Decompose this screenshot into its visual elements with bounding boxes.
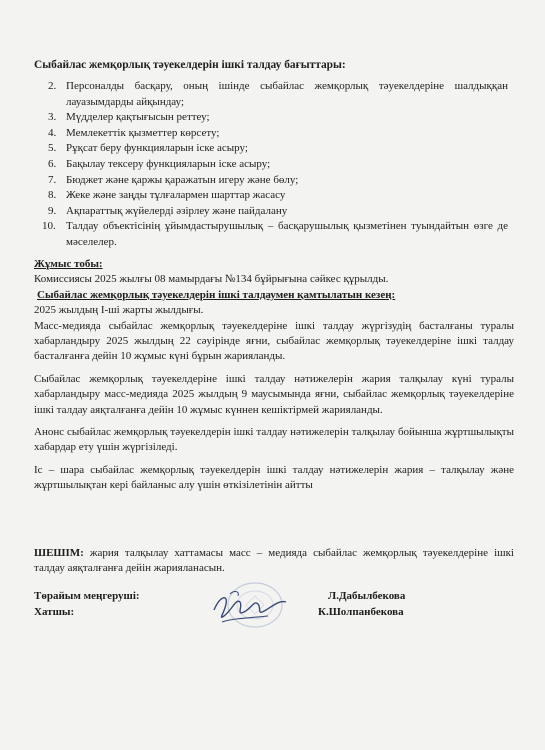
paragraph-discussion-notice: Сыбайлас жемқорлық тәуекелдеріне ішкі талдау нәтижелерін жария талқылау күні туралы хабарландыру масс-медияда 2025 жылдың 9 маусымында яғни, сыбайлас жемқорлық тәуекелдеріне ішкі талдау аяқталғанға дейін 10 жұмыс күннен кешіктірмей жарияланды. — [34, 372, 514, 416]
list-item-number: 3. — [48, 111, 57, 124]
decision — [34, 546, 514, 577]
list-item-number: 9. — [48, 204, 57, 217]
document-body — [34, 257, 514, 494]
list-item-text: Бақылау тексеру функцияларын іске асыру; — [66, 157, 271, 170]
paragraph-event: Іс – шара сыбайлас жемқорлық тәуекелдерін ішкі талдау нәтижелерін жария – талқылау және жұртшылықтан кері байланыс алу үшін өткізілетінін айтты — [34, 463, 514, 492]
list-item-text: Бюджет және қаржы қаражатын игеру және бөлу; — [66, 173, 299, 186]
list-item-text: Талдау объектісінің ұйымдастырушылық – басқарушылық қызметінен туындайтын өзге де мәселелер. — [66, 220, 508, 248]
list-item-number: 8. — [48, 189, 57, 202]
list-item — [48, 204, 508, 220]
list-item — [48, 110, 508, 126]
secretary-name: К.Шолпанбекова — [318, 606, 404, 618]
chair-name: Л.Дабылбекова — [328, 590, 406, 602]
period-label: Сыбайлас жемқорлық тәуекелдерін ішкі талдаумен қамтылатын кезең: — [37, 288, 396, 301]
directions-list — [42, 79, 508, 251]
list-item-text: Мүдделер қақтығысын реттеу; — [66, 111, 210, 124]
list-item-number: 2. — [48, 80, 57, 92]
list-item — [48, 157, 508, 173]
list-item-number: 7. — [48, 173, 57, 186]
paragraph-announcement: Масс-медияда сыбайлас жемқорлық тәуекелдеріне ішкі талдау жүргізудің басталғаны туралы хабарландыру 2025 жылдың 22 сәуірінде яғни, сыбайлас жемқорлық тәуекелдеріне ішкі талдау басталғанға дейін 10 жұмыс күні бұрын жарияланды. — [34, 319, 514, 363]
list-item-number: 10. — [42, 220, 56, 233]
list-item — [48, 79, 508, 110]
list-item — [48, 141, 508, 157]
list-item-text: Рұқсат беру функцияларын іске асыру; — [66, 142, 248, 155]
secretary-role: Хатшы: — [34, 606, 75, 618]
working-group-text: Комиссиясы 2025 жылғы 08 мамырдағы №134 бұйрығына сәйкес құрылды. — [34, 273, 389, 286]
list-item — [42, 219, 508, 250]
decision-label: ШЕШІМ: — [34, 547, 84, 559]
list-item — [48, 173, 508, 189]
section-heading: Сыбайлас жемқорлық тәуекелдерін ішкі талдау бағыттары: — [34, 59, 346, 71]
decision-text: жария талқылау хаттамасы масс – медияда сыбайлас жемқорлық тәуекелдеріне ішкі талдау аяқталғанға дейін жарияланасын. — [34, 547, 514, 575]
working-group-label: Жұмыс тобы: — [34, 258, 103, 270]
list-item-text: Мемлекеттік қызметтер көрсету; — [66, 126, 220, 139]
list-item — [48, 126, 508, 142]
list-item-number: 4. — [48, 126, 57, 139]
chair-role: Төрайым меңгеруші: — [34, 590, 140, 602]
list-item-text: Жеке және заңды тұлғалармен шарттар жасасу — [66, 189, 286, 202]
list-item — [48, 188, 508, 204]
paragraph-anons: Анонс сыбайлас жемқорлық тәуекелдерін ішкі талдау нәтижелерін талқылау бойынша жұртшылықты хабардар ету үшін жүргізіледі. — [34, 426, 514, 454]
list-item-number: 5. — [48, 142, 57, 155]
period-text: 2025 жылдың І-ші жарты жылдығы. — [34, 304, 204, 317]
signature-mark — [210, 582, 290, 634]
list-item-text: Персоналды басқару, оның ішінде сыбайлас жемқорлық тәуекелдеріне шалдыққан лауазымдарды айқындау; — [66, 80, 508, 108]
list-item-number: 6. — [48, 157, 57, 170]
list-item-text: Ақпараттық жүйелерді әзірлеу және пайдалану — [66, 204, 288, 217]
